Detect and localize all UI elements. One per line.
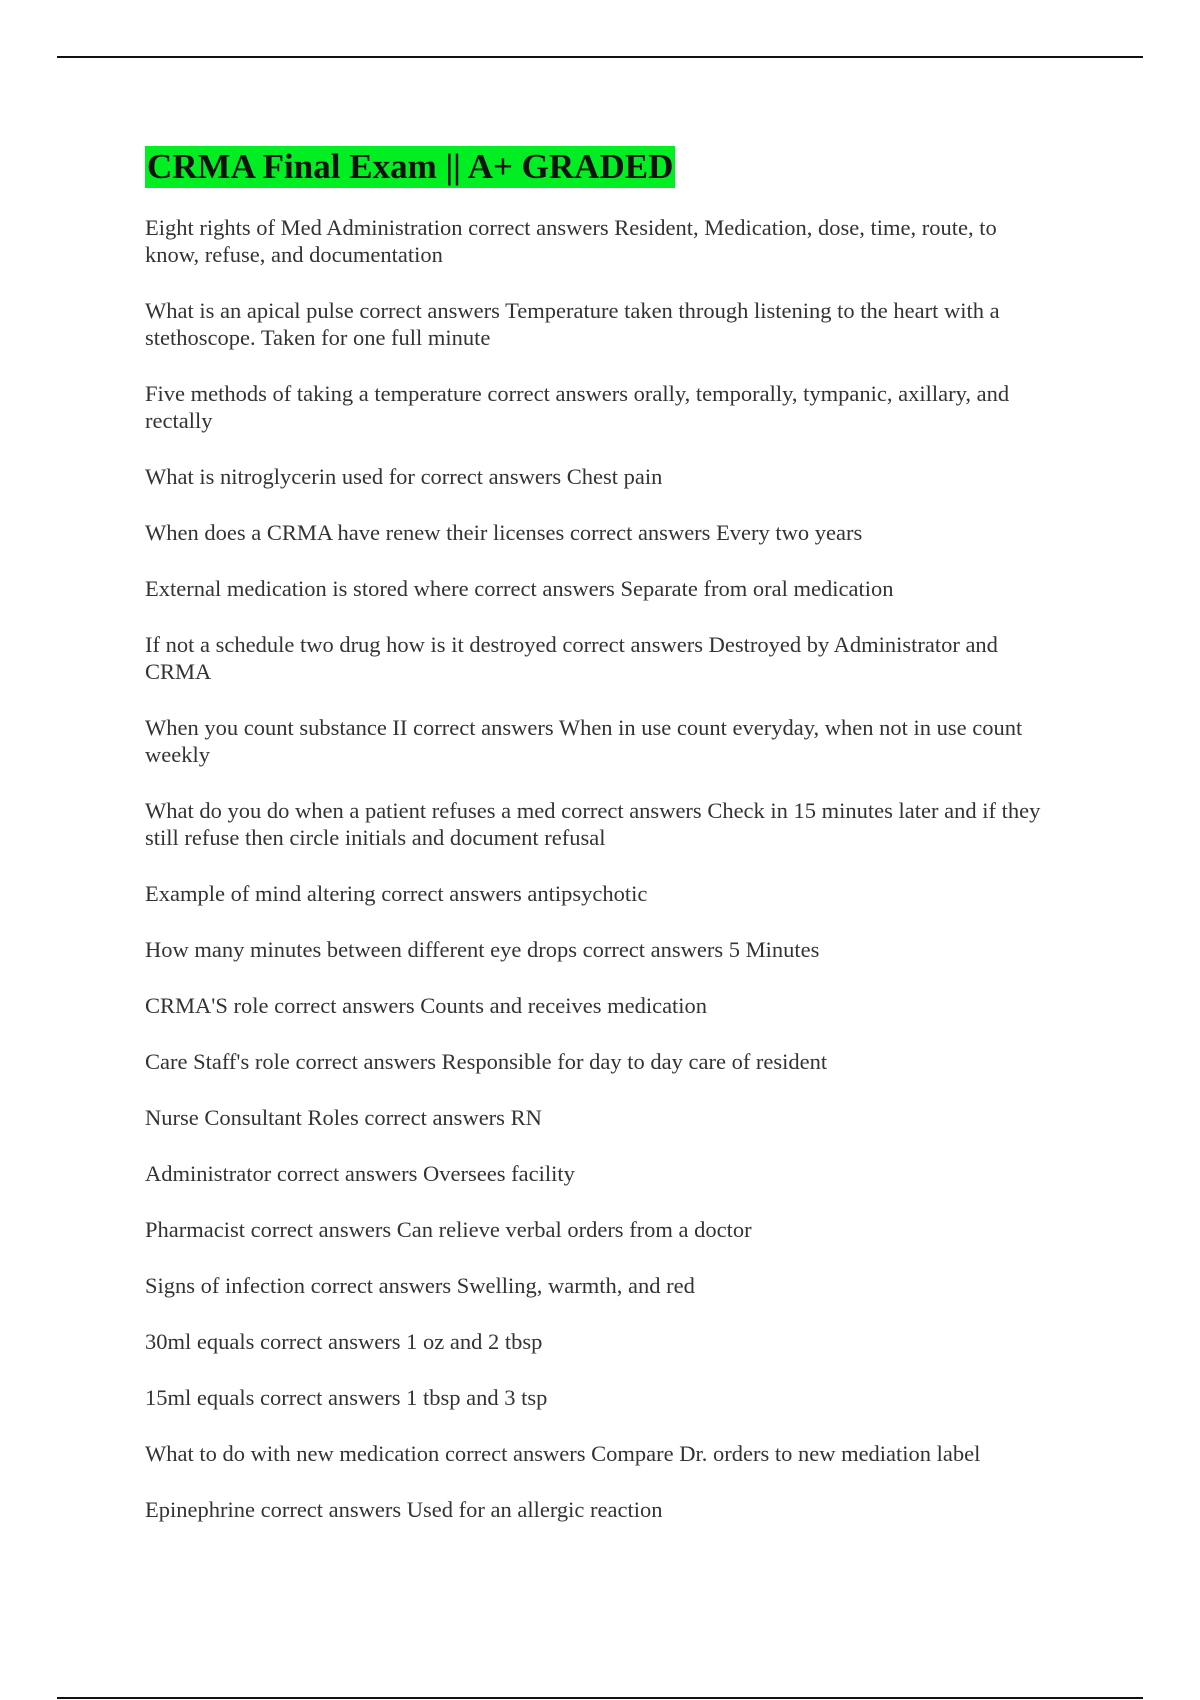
answer-text: Can relieve verbal orders from a doctor	[396, 1217, 752, 1242]
question-text: Example of mind altering correct answers	[145, 881, 527, 906]
answer-text: RN	[510, 1105, 542, 1130]
question-text: If not a schedule two drug how is it destroyed correct answers	[145, 632, 709, 657]
qa-item	[145, 936, 1055, 963]
answer-text: Counts and receives medication	[420, 993, 708, 1018]
question-text: External medication is stored where correct answers	[145, 576, 620, 601]
answer-text: antipsychotic	[527, 881, 648, 906]
answer-text: 1 oz and 2 tbsp	[406, 1329, 543, 1354]
question-text: 15ml equals correct answers	[145, 1385, 406, 1410]
answer-text: Temperature taken through listening to the heart with a stethoscope. Taken for one full minute	[145, 298, 1000, 350]
answer-text: When in use count everyday, when not in use count weekly	[145, 715, 1023, 767]
answer-text: orally, temporally, tympanic, axillary, and rectally	[145, 381, 1010, 433]
question-text: Pharmacist correct answers	[145, 1217, 397, 1242]
qa-item	[145, 1272, 1055, 1299]
answer-text: Separate from oral medication	[620, 576, 894, 601]
qa-item	[145, 1384, 1055, 1411]
qa-item	[145, 797, 1055, 851]
qa-item	[145, 1496, 1055, 1523]
qa-item	[145, 1104, 1055, 1131]
qa-item	[145, 880, 1055, 907]
qa-item	[145, 1440, 1055, 1467]
question-text: What to do with new medication correct answers	[145, 1441, 591, 1466]
answer-text: Destroyed by Administrator and CRMA	[145, 632, 998, 684]
qa-item	[145, 1048, 1055, 1075]
question-text: CRMA'S role correct answers	[145, 993, 420, 1018]
answer-text: Used for an allergic reaction	[406, 1497, 663, 1522]
answer-text: 1 tbsp and 3 tsp	[406, 1385, 548, 1410]
question-text: Eight rights of Med Administration correct answers	[145, 215, 614, 240]
qa-item	[145, 1160, 1055, 1187]
qa-item	[145, 380, 1055, 434]
header-rule	[57, 56, 1143, 58]
qa-item	[145, 631, 1055, 685]
footer-rule	[57, 1697, 1143, 1699]
question-text: How many minutes between different eye drops correct answers	[145, 937, 729, 962]
qa-item	[145, 297, 1055, 351]
qa-item	[145, 1216, 1055, 1243]
question-text: Signs of infection correct answers	[145, 1273, 457, 1298]
question-text: What do you do when a patient refuses a med correct answers	[145, 798, 707, 823]
question-text: Administrator correct answers	[145, 1161, 423, 1186]
question-text: What is nitroglycerin used for correct answers	[145, 464, 567, 489]
answer-text: Oversees facility	[423, 1161, 575, 1186]
answer-text: Swelling, warmth, and red	[456, 1273, 695, 1298]
answer-text: Responsible for day to day care of resident	[441, 1049, 828, 1074]
qa-list	[145, 214, 1055, 1523]
question-text: Epinephrine correct answers	[145, 1497, 407, 1522]
question-text: When you count substance II correct answers	[145, 715, 559, 740]
question-text: What is an apical pulse correct answers	[145, 298, 505, 323]
question-text: When does a CRMA have renew their licenses correct answers	[145, 520, 716, 545]
answer-text: Every two years	[716, 520, 863, 545]
answer-text: Check in 15 minutes later and if they still refuse then circle initials and document refusal	[145, 798, 1041, 850]
answer-text: 5 Minutes	[728, 937, 820, 962]
qa-item	[145, 463, 1055, 490]
answer-text: Chest pain	[566, 464, 663, 489]
answer-text: Compare Dr. orders to new mediation label	[591, 1441, 981, 1466]
question-text: Five methods of taking a temperature correct answers	[145, 381, 634, 406]
qa-item	[145, 519, 1055, 546]
qa-item	[145, 575, 1055, 602]
question-text: 30ml equals correct answers	[145, 1329, 406, 1354]
page-title: CRMA Final Exam || A+ GRADED	[147, 147, 674, 186]
qa-item	[145, 714, 1055, 768]
question-text: Care Staff's role correct answers	[145, 1049, 442, 1074]
question-text: Nurse Consultant Roles correct answers	[145, 1105, 511, 1130]
qa-item	[145, 214, 1055, 268]
qa-item	[145, 1328, 1055, 1355]
answer-text: Resident, Medication, dose, time, route, to know, refuse, and documentation	[145, 215, 997, 267]
qa-item	[145, 992, 1055, 1019]
